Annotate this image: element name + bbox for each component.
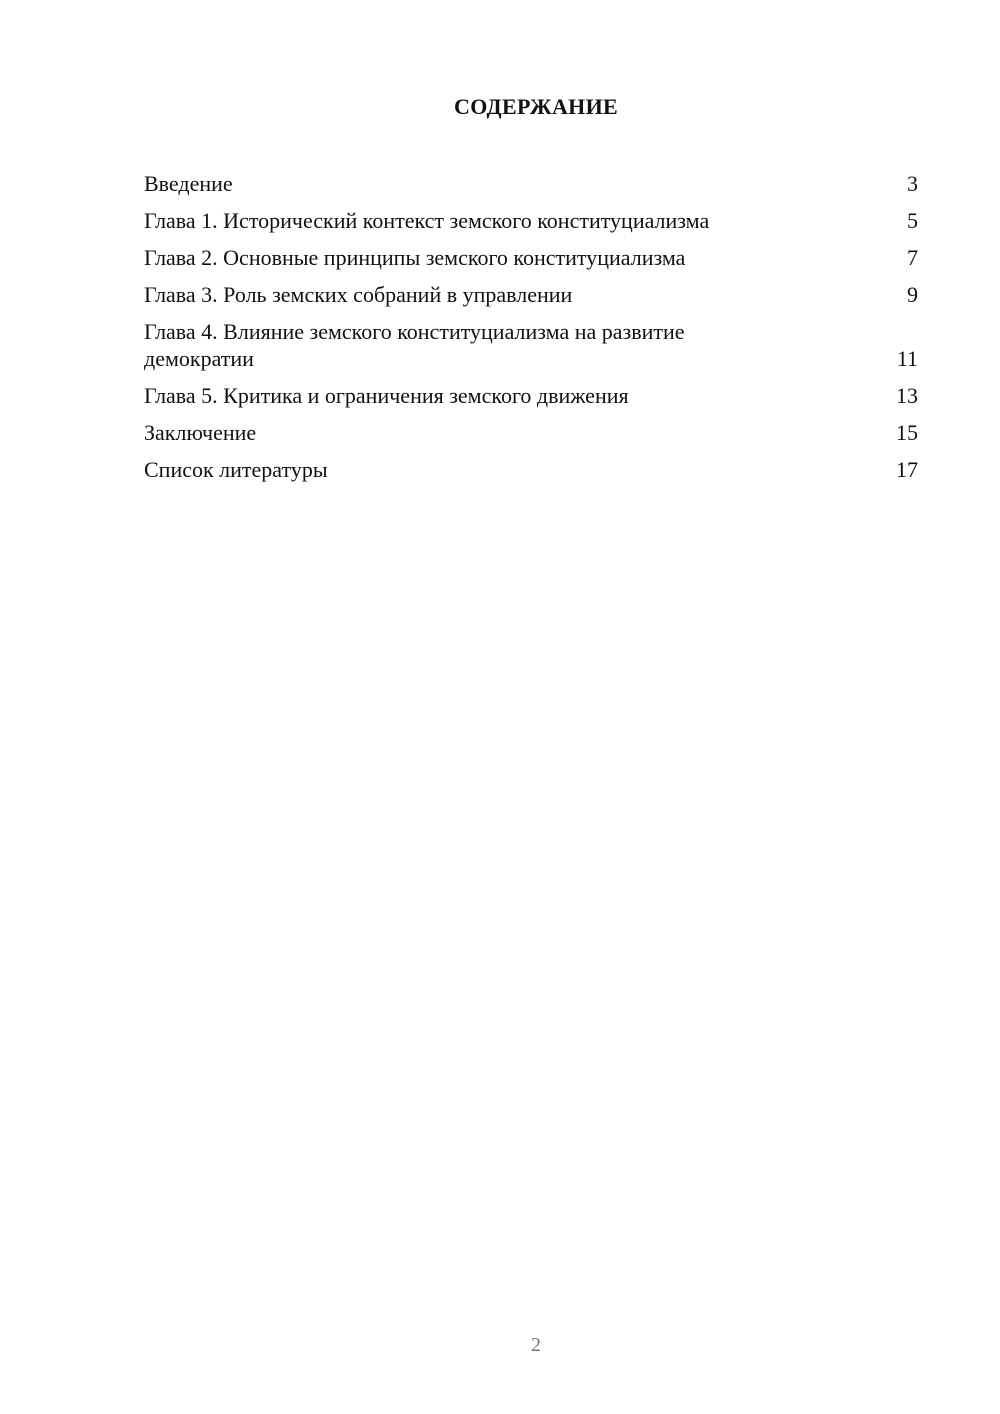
toc-entry-title: Список литературы (144, 457, 328, 482)
page-number: 2 (531, 1334, 541, 1356)
toc-entry-page: 5 (907, 208, 918, 233)
toc-entry-page: 11 (896, 346, 918, 371)
toc-entry-page: 3 (907, 171, 918, 196)
toc-entry-chapter-3[interactable] (144, 281, 918, 308)
toc-entry-chapter-4[interactable] (144, 318, 918, 372)
toc-entry-title: Заключение (144, 420, 257, 445)
toc-entry-title: Введение (144, 171, 233, 196)
toc-entry-chapter-5[interactable] (144, 382, 918, 409)
toc-entry-conclusion[interactable] (144, 419, 918, 446)
toc-entry-title: Глава 4. Влияние земского конституциализма на развитие демократии (144, 319, 685, 371)
toc-entry-title: Глава 3. Роль земских собраний в управлении (144, 282, 573, 307)
toc-entry-introduction[interactable] (144, 170, 918, 197)
toc-entry-bibliography[interactable] (144, 456, 918, 483)
toc-entry-title: Глава 2. Основные принципы земского конституциализма (144, 245, 686, 270)
toc-entry-title: Глава 5. Критика и ограничения земского движения (144, 383, 629, 408)
toc-entry-page: 15 (896, 420, 918, 445)
toc-entry-chapter-2[interactable] (144, 244, 918, 271)
toc-entry-title: Глава 1. Исторический контекст земского конституциализма (144, 208, 710, 233)
toc-entry-page: 17 (896, 457, 918, 482)
toc-entry-page: 13 (896, 383, 918, 408)
toc-entry-page: 9 (907, 282, 918, 307)
table-of-contents (144, 170, 918, 493)
toc-entry-page: 7 (907, 245, 918, 270)
toc-entry-chapter-1[interactable] (144, 207, 918, 234)
page-title: СОДЕРЖАНИЕ (454, 94, 618, 119)
